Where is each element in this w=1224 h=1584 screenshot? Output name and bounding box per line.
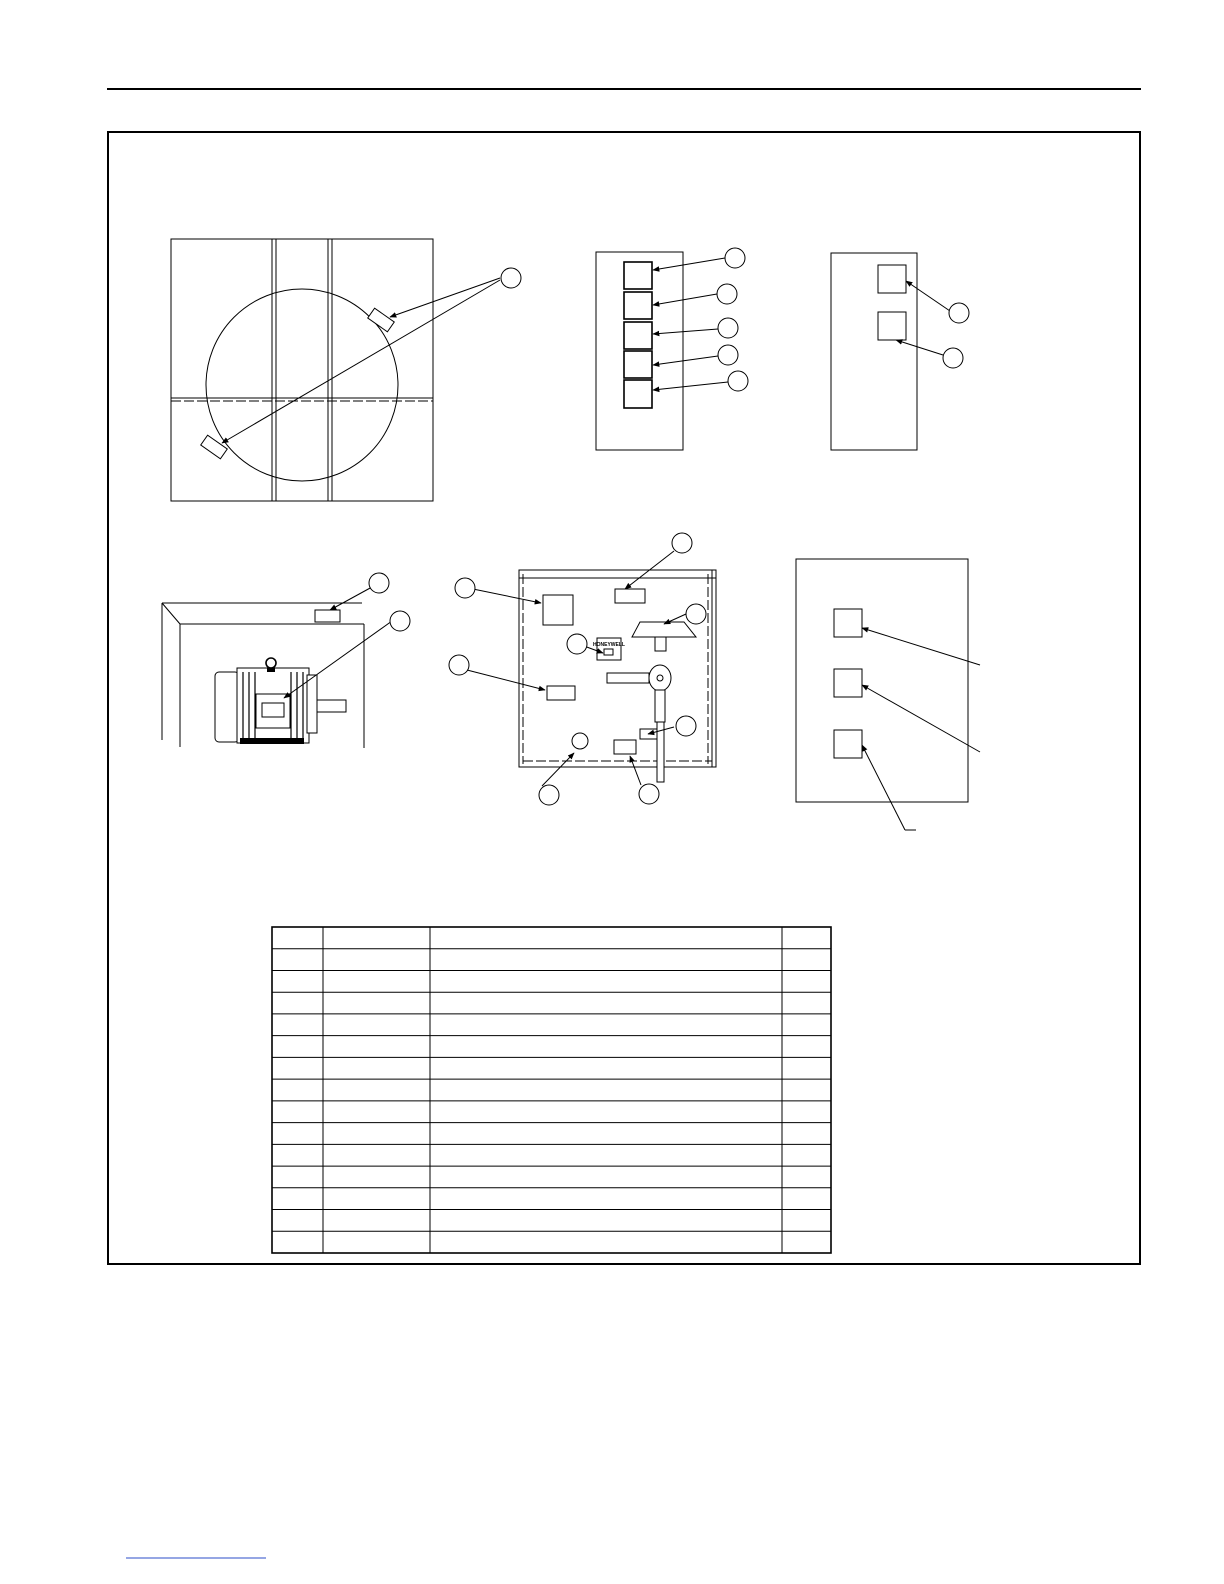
motor-nameplate	[262, 703, 284, 717]
callout-bubble	[501, 268, 521, 288]
panel-decal-bottom	[614, 740, 636, 754]
panel-decal-top	[615, 589, 645, 603]
callout-bubble	[725, 248, 745, 268]
callout-bubble	[455, 578, 475, 598]
panel-decal-left	[547, 686, 575, 700]
decal-panel-b	[831, 253, 969, 450]
decal-panel-a	[596, 248, 748, 450]
motor-view	[162, 573, 410, 748]
callout-bubble	[539, 785, 559, 805]
callout-bubble	[676, 716, 696, 736]
callout-bubble	[369, 573, 389, 593]
callout-bubble	[672, 533, 692, 553]
decal-tank-lower	[201, 435, 228, 459]
decal-panel-c	[796, 559, 980, 830]
control-panel-view	[449, 533, 716, 805]
callout-bubble	[567, 634, 587, 654]
decal-tank-upper	[368, 308, 395, 332]
callout-bubble	[728, 371, 748, 391]
motor-decal-upper	[315, 610, 340, 622]
callout-bubble	[717, 284, 737, 304]
svg-text:HONEYWELL: HONEYWELL	[593, 642, 625, 648]
callout-bubble	[390, 611, 410, 631]
callout-bubble	[718, 345, 738, 365]
callout-bubble	[686, 604, 706, 624]
callout-bubble	[449, 655, 469, 675]
panel-decal-square	[543, 595, 573, 625]
callout-bubble	[639, 784, 659, 804]
tank-top-view	[171, 239, 521, 501]
callout-bubble	[943, 348, 963, 368]
callout-bubble	[718, 318, 738, 338]
parts-table	[272, 927, 831, 1253]
callout-bubble	[949, 303, 969, 323]
